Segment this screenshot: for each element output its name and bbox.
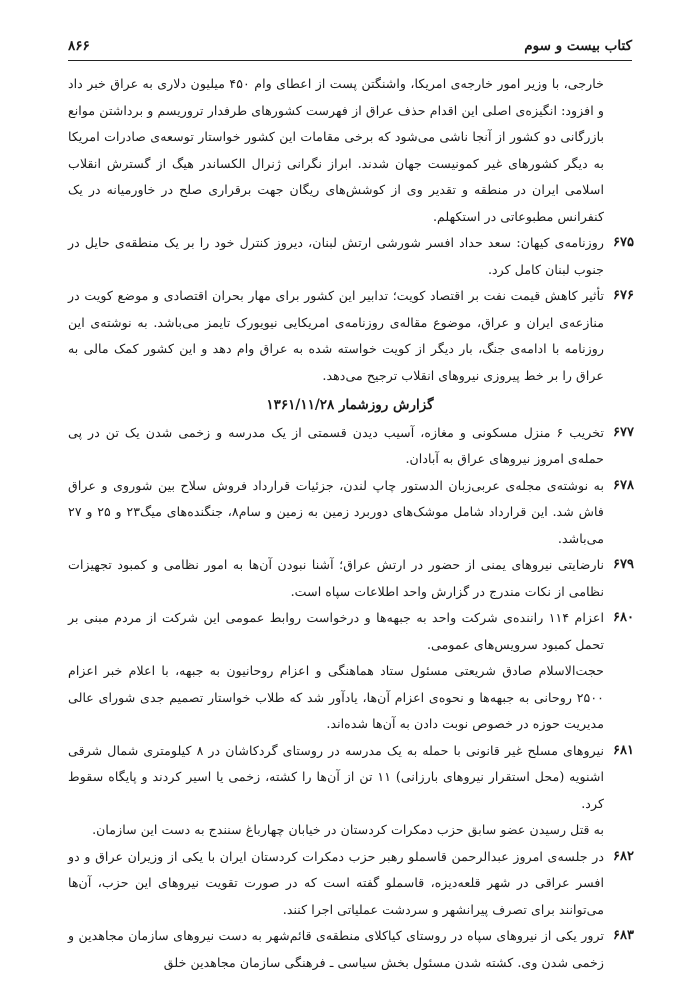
- entry: [68, 420, 632, 473]
- entry: [68, 844, 632, 924]
- entry: [68, 658, 632, 738]
- entries-before: [68, 230, 632, 389]
- entry: [68, 923, 632, 976]
- document-page: [68, 32, 632, 971]
- entry-text: تخریب ۶ منزل مسکونی و مغازه، آسیب دیدن قسمتی از یک مدرسه و زخمی شدن یک تن در پی حمله‌ی امروز نیروهای عراق به آبادان.: [68, 424, 604, 466]
- page-header: [68, 32, 632, 54]
- report-heading: گزارش روزشمار ۱۳۶۱/۱۱/۲۸: [266, 397, 434, 413]
- entry-number: ۶۸۳: [613, 928, 634, 943]
- entry-text: تأثیر کاهش قیمت نفت بر اقتصاد کویت؛ تدابیر این کشور برای مهار بحران اقتصادی و موضع کویت در منازعه‌ی ایران و عراق، موضوع مقاله‌ی روزنامه‌ی امریکایی نیویورک تایمز می‌باشد. به نوشته‌ی این روزنامه با ادامه‌ی جنگ، بار دیگر از کویت خواسته شده به عراق وام دهد و این کشور کمک مالی به عراق را بر خط پیروزی نیروهای انقلاب ترجیح می‌دهد.: [68, 288, 604, 383]
- page-number: ۸۶۶: [68, 38, 90, 54]
- page-body: [68, 71, 632, 976]
- entry-text: به نوشته‌ی مجله‌ی عربی‌زبان الدستور چاپ لندن، جزئیات قرارداد فروش سلاح بین شوروی و عراق فاش شد. این قرارداد شامل موشک‌های دوربرد زمین به زمین و سام۸، جنگنده‌های میگ۲۳ و ۲۵ و ۲۷ می‌باشد.: [68, 477, 604, 546]
- entry-text: حجت‌الاسلام صادق شریعتی مسئول ستاد هماهنگی و اعزام روحانیون به جبهه، با اعلام خبر اعزام ۲۵۰۰ روحانی به جبهه‌ها و نحوه‌ی اعزام آن‌ها، یادآور شد که طلاب خواستار تصمیم جدی شورای عالی مدیریت حوزه در خصوص نوبت دادن به آن‌ها شده‌اند.: [68, 663, 604, 731]
- entry-text: به قتل رسیدن عضو سابق حزب دمکرات کردستان در خیابان چهارباغ سنندج به دست این سازمان.: [92, 822, 604, 837]
- intro-paragraph: خارجی، با وزیر امور خارجه‌ی امریکا، واشنگتن پست از اعطای وام ۴۵۰ میلیون دلاری به عراق خبر داد و افزود: انگیزه‌ی اصلی این اقدام حذف عراق از فهرست کشورهای طرفدار تروریسم و برداشتن موانع بازرگانی دو کشور از آنجا ناشی می‌شود که برخی مقامات این کشور خواستار توسعه‌ی صادرات امریکا به دیگر کشورهای غیر کمونیست جهان شدند. ابراز نگرانی ژنرال الکساندر هیگ از گسترش انقلاب اسلامی ایران در منطقه و تقدیر وی از کوشش‌های ریگان جهت برقراری صلح در خاورمیانه در یک کنفرانس مطبوعاتی در استکهلم.: [68, 76, 605, 224]
- entry: [68, 283, 632, 389]
- entry-number: ۶۷۸: [613, 477, 634, 493]
- entries-after: [68, 420, 632, 977]
- entry-number: ۶۷۶: [613, 288, 634, 303]
- entry-text: روزنامه‌ی کیهان: سعد حداد افسر شورشی ارتش لبنان، دیروز کنترل خود را بر یک منطقه‌ی حایل در جنوب لبنان کامل کرد.: [68, 235, 604, 277]
- entry-number: ۶۸۲: [613, 848, 634, 864]
- entry-text: اعزام ۱۱۴ راننده‌ی شرکت واحد به جبهه‌ها و درخواست روابط عمومی این شرکت از مردم مبنی بر تحمل کمبود سرویس‌های عمومی.: [68, 610, 604, 652]
- entry-text: ترور یکی از نیروهای سپاه در روستای کیاکلای منطقه‌ی قائم‌شهر به دست نیروهای سازمان مجاهدین و زخمی شدن وی. کشته شدن مسئول بخش سیاسی ـ فرهنگی سازمان مجاهدین خلق: [68, 928, 604, 970]
- header-rule: [68, 60, 632, 61]
- entry-number: ۶۸۰: [613, 610, 634, 625]
- entry-number: ۶۷۷: [613, 424, 634, 440]
- entry-text: نارضایتی نیروهای یمنی از حضور در ارتش عراق؛ آشنا نبودن آن‌ها به امور نظامی و کمبود تجهیزات نظامی از نکات مندرج در گزارش واحد اطلاعات سپاه است.: [68, 557, 604, 599]
- entry-number: ۶۷۵: [613, 235, 634, 250]
- entry: [68, 738, 632, 818]
- entry-text: نیروهای مسلح غیر قانونی با حمله به یک مدرسه در روستای گردکاشان در ۸ کیلومتری شمال شرقی اشنویه (محل استقرار نیروهای بارزانی) ۱۱ تن از آن‌ها را کشته، زخمی یا اسیر کردند و پایگاه سقوط کرد.: [68, 742, 604, 811]
- entry: [68, 817, 632, 844]
- entry: [68, 605, 632, 658]
- entry: [68, 230, 632, 283]
- entry-text: در جلسه‌ی امروز عبدالرحمن قاسملو رهبر حزب دمکرات کردستان ایران با یکی از وزیران عراق و دو افسر عراقی در شهر قلعه‌دیزه، قاسملو گفته است که در صورت تقویت نیروهای این حزب، آن‌ها می‌توانند برای تصرف پیرانشهر و سردشت عملیاتی اجرا کنند.: [68, 848, 604, 917]
- entry-number: ۶۸۱: [613, 742, 634, 758]
- entry: [68, 473, 632, 553]
- entry-number: ۶۷۹: [613, 557, 634, 572]
- book-title: کتاب بیست و سوم: [524, 38, 632, 54]
- entry: [68, 552, 632, 605]
